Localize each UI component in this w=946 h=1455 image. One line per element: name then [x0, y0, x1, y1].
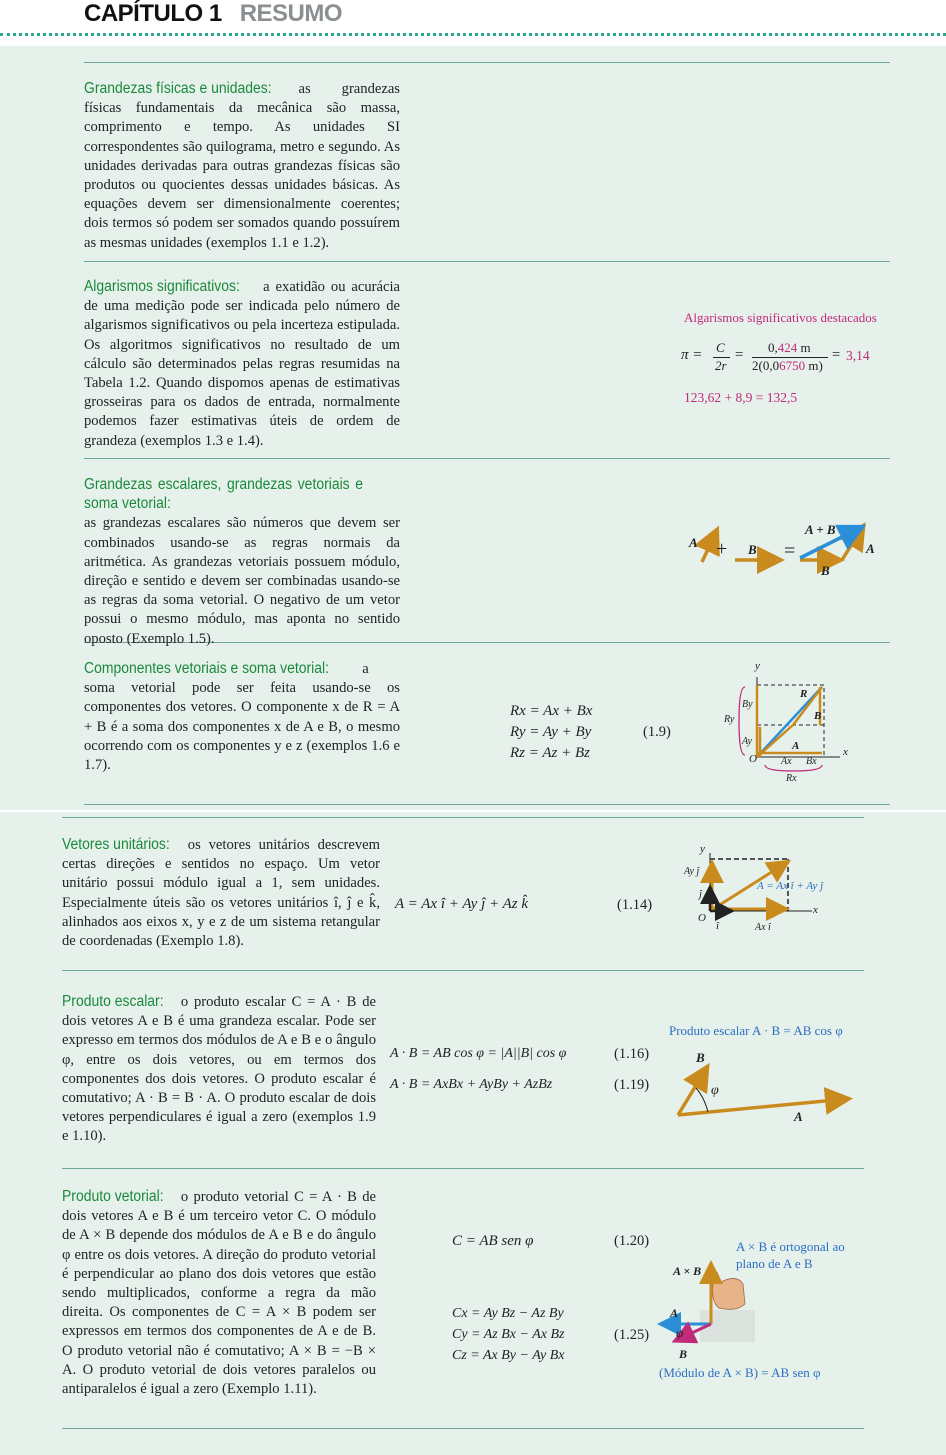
b-label: B [696, 1050, 705, 1065]
section-text: as grandezas escalares são números que devem ser combinados usando-se as regras normais da aritmética. As grandezas vetoriais possuem módulo, direção e sentido e devem ser combinadas usando-se as regras da soma vetorial. O negativo de um vetor possui o mesmo módulo, mas aponta no sentido oposto (Exemplo 1.5). [84, 515, 400, 647]
sum-example: 123,62 + 8,9 = 132,5 [684, 390, 798, 405]
equation-scalar-1: A · B = AB cos φ = |A||B| cos φ [390, 1046, 567, 1061]
y-axis-label: y [755, 660, 760, 672]
plus-sign: + [716, 538, 728, 560]
ay-label: Ay [742, 736, 752, 747]
numerator-value: 0,424 m [768, 340, 811, 355]
equation-cz: Cz = Ax By − Ay Bx [452, 1348, 565, 1363]
section-rule [84, 804, 890, 805]
section-text: a exatidão ou acurácia de uma medição pode ser indicada pelo número de algarismos significativos ou pela incerteza estipulada. Os algoritmos significativos no resultado de um cálculo são determinados pelas regras resumidas na Tabela 1.2. Quando dispomos apenas de estimativas grosseiras para os dados de entrada, normalmente podemos fazer estimativas úteis de ordem de grandeza (exemplos 1.3 e 1.4). [84, 279, 400, 449]
equation-number: (1.20) [614, 1233, 650, 1249]
section-text: a soma vetorial pode ser feita usando-se os componentes dos vetores. O componente x de R = A + B é a soma dos componentes x de A e B, o mesmo ocorrendo com os componentes y e z (exemplos 1.6 e 1.7). [84, 661, 400, 774]
summary-title: RESUMO [239, 0, 343, 27]
a-label: A [670, 1306, 679, 1320]
section-rule [62, 970, 864, 971]
vector-a-arrow [702, 532, 716, 562]
origin-label: O [749, 753, 757, 765]
section-rule [84, 261, 890, 262]
section-title: Componentes vetoriais e soma vetorial: [84, 660, 330, 677]
a-components-label: A = Ax î + Ay ĵ [757, 880, 824, 892]
section-rule [62, 1168, 864, 1169]
y-axis-label: y [700, 843, 705, 855]
section-rule [84, 458, 890, 459]
label-a-plus-b: A + B [805, 522, 836, 537]
origin-label: O [698, 912, 706, 924]
section-title: Grandezas escalares, grandezas vetoriais e soma vetorial: [84, 476, 363, 513]
rx-label: Rx [786, 773, 797, 784]
section-text: o produto vetorial C = A · B de dois vetores A e B é um terceiro vetor C. O módulo de A × B depende dos módulos de A e B e do ângulo φ entre os dois vetores. A direção do produto vetorial é perpendicular ao plano dos dois vetores que estão sendo multiplicados, conforme a regra da mão direita. Os componentes de C = A × B podem ser expressos em termos dos componentes de A e de B. O produto vetorial não é comutativo; A × B = −B × A. O produto vetorial de dois vetores paralelos ou antiparalelos é igual a zero (Exemplo 1.11). [62, 1189, 376, 1398]
vector-addition-figure [680, 510, 880, 585]
section-title: Algarismos significativos: [84, 278, 240, 295]
phi-label: φ [711, 1083, 719, 1098]
cross-note-line-2: plano de A e B [736, 1256, 813, 1271]
section-text: os vetores unitários descrevem certas direções e sentidos no espaço. Um vetor unitário possui módulo igual a 1, sem unidades. Especialmente úteis são os vetores unitários î, ĵ e k̂, alinhados aos eixos x, y e z de um sistema retangular de coordenadas (Exemplo 1.8). [62, 837, 380, 950]
section-rule [84, 62, 890, 63]
section-unit-vectors [62, 835, 380, 951]
equation-ry: Ry = Ay + By [510, 724, 592, 740]
b-label: B [679, 1347, 688, 1361]
section-text: as grandezas físicas fundamentais da mecânica são massa, comprimento e tempo. As unidades SI correspondentes são quilograma, metro e segundo. As unidades derivadas para outras grandezas físicas são produtos ou quocientes dessas unidades básicas. As equações devem ser dimensionalmente coerentes; dois termos só podem ser somados quando possuírem as mesmas unidades (exemplos 1.1 e 1.2). [84, 81, 400, 251]
equation-number: (1.9) [643, 724, 671, 740]
equation-unit-vectors: A = Ax î + Ay ĵ + Az k̂ [395, 896, 529, 912]
label-b: B [821, 563, 830, 578]
label-a: A [689, 535, 698, 550]
section-text: o produto escalar C = A · B de dois vetores A e B é uma grandeza escalar. Pode ser expresso em termos dos módulos de A e B e o ângulo φ, entre os dois vetores, ou em termos dos componentes dos dois vetores. O produto escalar é comutativo; A · B = B · A. O produto escalar de dois vetores perpendiculares é igual a zero (exemplos 1.9 e 1.10). [62, 994, 376, 1145]
equation-number: (1.16) [614, 1046, 650, 1062]
pi-symbol: π = [681, 347, 703, 363]
cross-note-line-1: A × B é ortogonal ao [736, 1239, 845, 1254]
bx-label: Bx [806, 756, 817, 767]
section-rule [62, 817, 864, 818]
x-axis-label: x [843, 746, 848, 758]
dotted-divider [0, 33, 946, 36]
section-vector-addition [84, 475, 400, 649]
equals-sign: = [784, 540, 796, 562]
two-r-denominator: 2r [715, 358, 727, 373]
a-label: A [792, 740, 800, 752]
components-figure [725, 665, 855, 790]
equation-cross-magnitude: C = AB sen φ [452, 1233, 534, 1249]
i-hat-label: î [716, 920, 720, 932]
sigfig-caption: Algarismos significativos destacados [684, 310, 877, 325]
ayj-label: Ay ĵ [684, 866, 700, 877]
scalar-product-caption: Produto escalar A · B = AB cos φ [669, 1023, 843, 1038]
section-title: Vetores unitários: [62, 836, 170, 853]
a-label: A [794, 1109, 803, 1124]
section-title: Produto vetorial: [62, 1188, 164, 1205]
pi-result: 3,14 [846, 348, 870, 363]
section-title: Grandezas físicas e unidades: [84, 80, 272, 97]
section-vector-components [84, 659, 400, 775]
section-significant-figures [84, 277, 400, 451]
axi-label: Ax î [755, 922, 771, 933]
chapter-header [84, 0, 342, 28]
label-a: A [866, 541, 875, 556]
section-physical-quantities [84, 79, 400, 253]
equation-cy: Cy = Az Bx − Ax Bz [452, 1327, 565, 1342]
by-label: By [742, 699, 753, 710]
equation-number: (1.14) [617, 897, 653, 913]
chapter-label: CAPÍTULO 1 [84, 0, 222, 27]
section-title: Produto escalar: [62, 993, 164, 1010]
equation-rx: Rx = Ax + Bx [510, 703, 593, 719]
equation-number: (1.19) [614, 1077, 650, 1093]
cross-magnitude-caption: (Módulo de A × B) = AB sen φ [659, 1365, 821, 1380]
c-numerator: C [716, 340, 725, 355]
phi-label: φ [676, 1325, 684, 1340]
equation-rz: Rz = Az + Bz [510, 745, 590, 761]
ax-label: Ax [781, 756, 792, 767]
r-label: R [800, 688, 808, 700]
j-hat-label: ĵ [699, 888, 703, 900]
equation-scalar-2: A · B = AxBx + AyBy + AzBz [390, 1077, 553, 1092]
ry-label: Ry [724, 714, 735, 725]
label-b: B [748, 542, 757, 557]
section-scalar-product [62, 992, 376, 1147]
section-vector-product [62, 1187, 376, 1399]
section-rule [62, 1428, 864, 1429]
equals-sign: = [735, 347, 744, 363]
equation-number: (1.25) [614, 1327, 650, 1343]
equals-sign: = [832, 347, 841, 363]
denominator-value: 2(0,06750 m) [752, 358, 823, 373]
x-axis-label: x [813, 904, 818, 916]
a-cross-b-label: A × B [673, 1264, 702, 1278]
b-label: B [814, 710, 822, 722]
equation-cx: Cx = Ay Bz − Az By [452, 1306, 564, 1321]
